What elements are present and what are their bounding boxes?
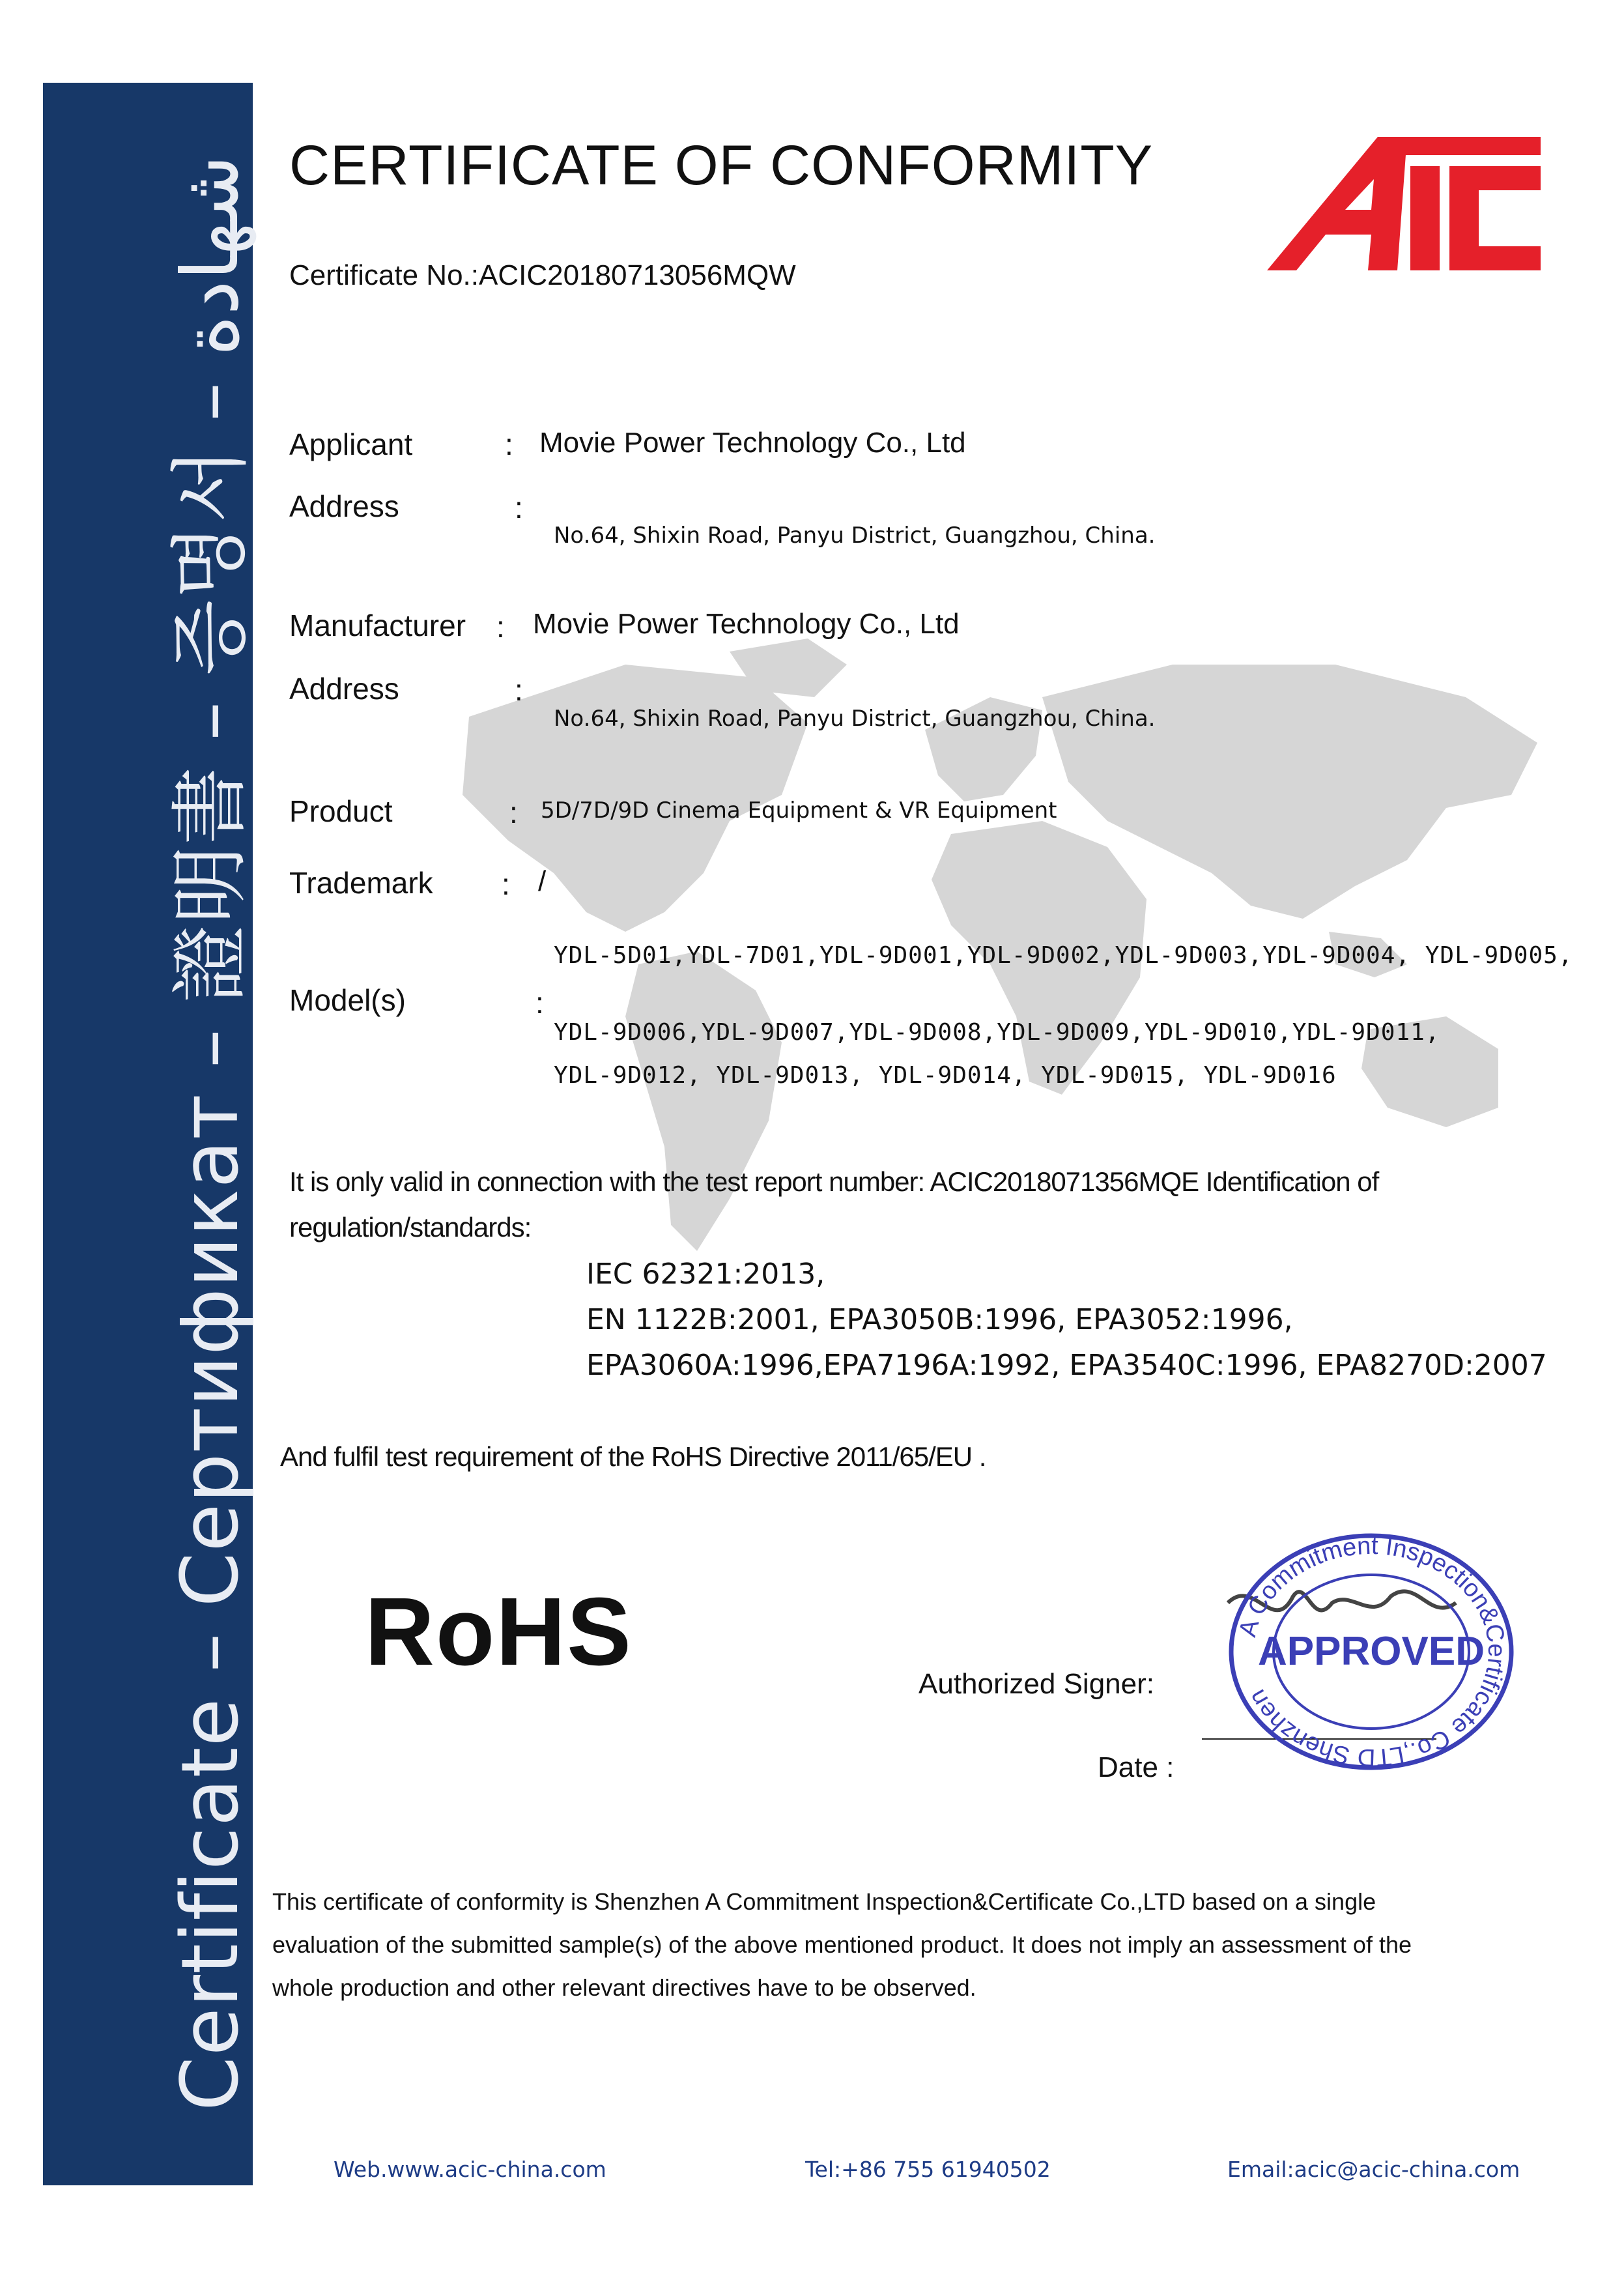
stamp-center-text: APPROVED — [1258, 1629, 1485, 1674]
applicant-value: Movie Power Technology Co., Ltd — [539, 427, 966, 459]
standard-line: EPA3060A:1996,EPA7196A:1992, EPA3540C:1996, EPA8270D:2007 — [586, 1349, 1547, 1382]
model-line: YDL-9D012, YDL-9D013, YDL-9D014, YDL-9D015, YDL-9D016 — [554, 1062, 1337, 1089]
applicant-label: Applicant — [289, 427, 413, 461]
trademark-value: / — [538, 865, 547, 897]
address-colon: : — [515, 673, 523, 707]
trademark-colon: : — [502, 867, 510, 901]
manufacturer-value: Movie Power Technology Co., Ltd — [533, 608, 960, 640]
model-line: YDL-5D01,YDL-7D01,YDL-9D001,YDL-9D002,YDL-9D003,YDL-9D004, YDL-9D005, — [554, 942, 1573, 969]
manufacturer-colon: : — [496, 610, 505, 644]
standard-line: IEC 62321:2013, — [586, 1257, 825, 1291]
applicant-address: No.64, Shixin Road, Panyu District, Guangzhou, China. — [554, 523, 1156, 549]
manufacturer-label: Manufacturer — [289, 609, 466, 642]
address-label: Address — [289, 672, 399, 706]
telephone: Tel:+86 755 61940502 — [805, 2157, 1051, 2182]
validity-text: It is only valid in connection with the test report number: ACIC2018071356MQE Identification of — [289, 1166, 1379, 1197]
world-map-watermark — [391, 625, 1624, 1473]
disclaimer-line: evaluation of the submitted sample(s) of the above mentioned product. It does not imply an assessment of the — [272, 1931, 1412, 1958]
rohs-directive-text: And fulfil test requirement of the RoHS Directive 2011/65/EU . — [280, 1441, 986, 1472]
manufacturer-address: No.64, Shixin Road, Panyu District, Guangzhou, China. — [554, 706, 1156, 732]
standard-line: EN 1122B:2001, EPA3050B:1996, EPA3052:1996, — [586, 1303, 1293, 1336]
date-label: Date : — [1098, 1751, 1175, 1783]
acic-logo — [1267, 137, 1541, 270]
rohs-mark: RoHS — [365, 1578, 633, 1686]
stamp-ring-text: A Commitment Inspection&Certificate Co.,LTD Shenzhen — [1234, 1532, 1511, 1772]
models-colon: : — [535, 986, 544, 1020]
trademark-label: Trademark — [289, 866, 433, 900]
page-title: CERTIFICATE OF CONFORMITY — [289, 134, 1154, 197]
models-label: Model(s) — [289, 983, 406, 1017]
disclaimer-line: This certificate of conformity is Shenzhen A Commitment Inspection&Certificate Co.,LTD based on a single — [272, 1888, 1376, 1915]
certificate-number: Certificate No.:ACIC20180713056MQW — [289, 259, 796, 291]
approval-stamp — [1215, 1531, 1528, 1772]
applicant-colon: : — [505, 427, 513, 461]
side-band-text: Certificate – Сертификат – 證明書 – 증명서 – شهادة — [165, 154, 256, 2111]
product-label: Product — [289, 794, 393, 828]
disclaimer-line: whole production and other relevant directives have to be observed. — [272, 1974, 976, 2001]
address-colon: : — [515, 491, 523, 525]
validity-text: regulation/standards: — [289, 1212, 532, 1243]
email-link[interactable]: Email:acic@acic-china.com — [1227, 2157, 1520, 2182]
address-label: Address — [289, 489, 399, 523]
product-colon: : — [509, 796, 518, 829]
website-link[interactable]: Web.www.acic-china.com — [334, 2157, 606, 2182]
model-line: YDL-9D006,YDL-9D007,YDL-9D008,YDL-9D009,YDL-9D010,YDL-9D011, — [554, 1019, 1440, 1046]
authorized-signer-label: Authorized Signer: — [919, 1668, 1154, 1700]
product-value: 5D/7D/9D Cinema Equipment & VR Equipment — [541, 798, 1057, 824]
